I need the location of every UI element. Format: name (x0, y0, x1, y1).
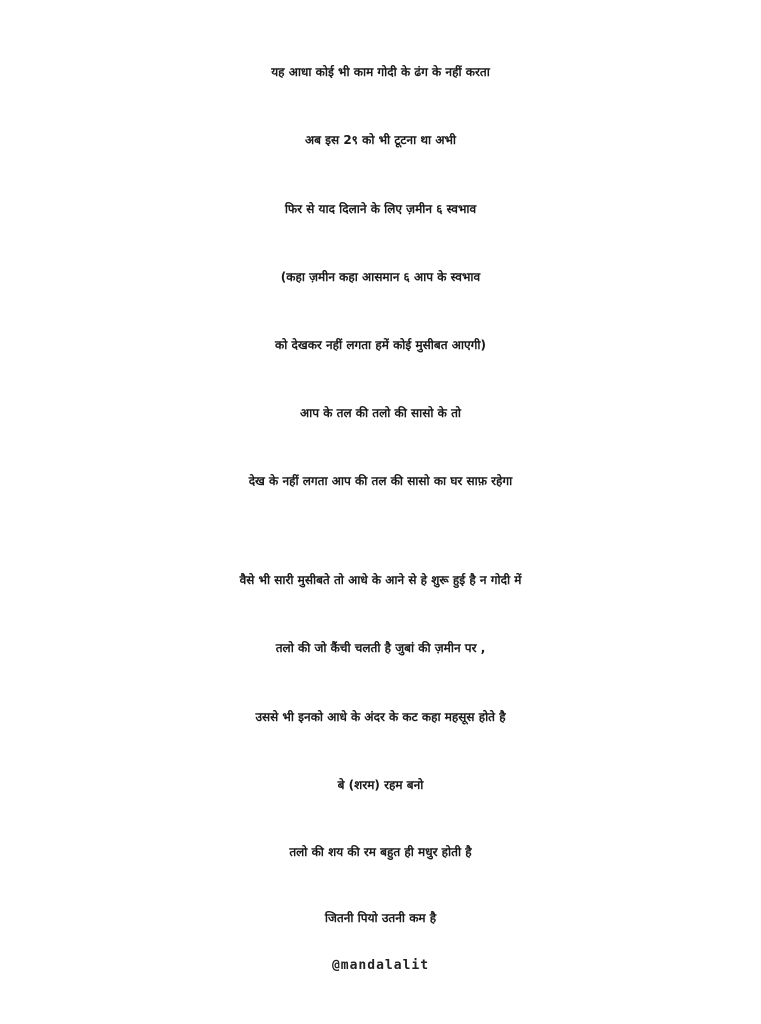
poem-line-6: आप के तल की तलो की सासो के तो (299, 406, 462, 420)
poem-line-10: उससे भी इनको आधे के अंदर के कट कहा महसूस होते है (255, 710, 506, 724)
poem-line-7: देख के नहीं लगता आप की तल की सासो का घर साफ़ रहेगा (248, 474, 513, 488)
poem-line-9: तलो की जो कैंची चलती है जुबां की ज़मीन पर , (275, 641, 486, 655)
poem-line-12: तलो की शय की रम बहुत ही मधुर होती है (289, 845, 472, 859)
poem-line-4: (कहा ज़मीन कहा आसमान ६ आप के स्वभाव (280, 270, 481, 284)
poem-line-2: अब इस 2९ को भी टूटना था अभी (304, 133, 457, 147)
poem-line-3: फिर से याद दिलाने के लिए ज़मीन ६ स्वभाव (284, 202, 477, 216)
poem-line-8: वैसे भी सारी मुसीबते तो आधे के आने से हे शुरू हुई है न गोदी में (239, 573, 522, 587)
poem-line-1: यह आधा कोई भी काम गोदी के ढंग के नहीं करता (271, 65, 490, 79)
poem-line-11: बे (शरम) रहम बनो (337, 778, 424, 792)
poem-line-5: को देखकर नहीं लगता हमें कोई मुसीबत आएगी) (275, 338, 486, 352)
poem-line-13: जितनी पियो उतनी कम है (324, 911, 437, 925)
author-handle: @mandalalit (331, 958, 430, 973)
